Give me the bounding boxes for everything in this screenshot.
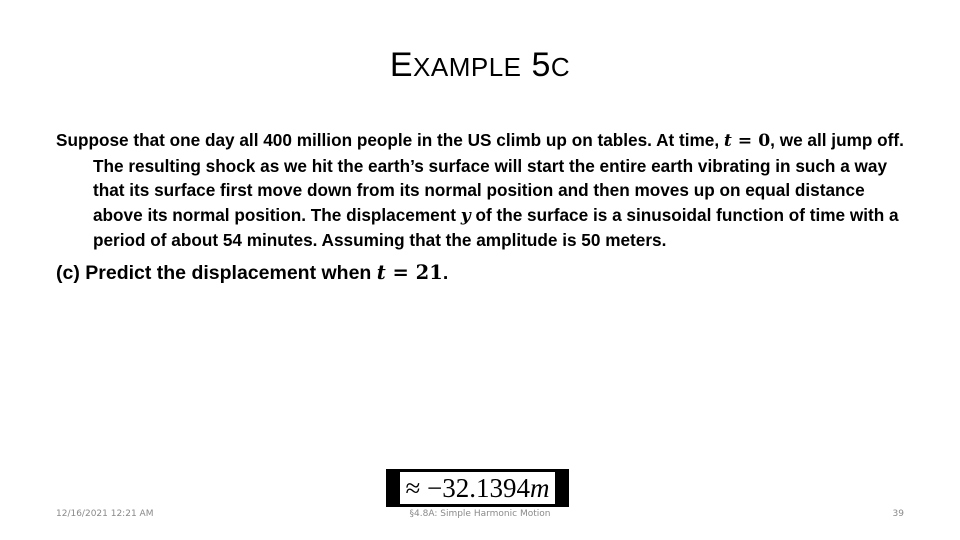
- paragraph-text-3: of the surface is a sinusoidal function of time with a period of about 54 minutes. Assuming that the amplitude is 50 meters.: [93, 204, 899, 251]
- math-t: t: [723, 131, 732, 151]
- answer-value: [400, 472, 554, 504]
- question-c: [56, 260, 906, 286]
- question-math-t: t: [376, 260, 386, 284]
- question-math-value: = 21: [385, 260, 443, 284]
- footer-date: 12/16/2021 12:21 AM: [56, 509, 154, 519]
- title-rest: XAMPLE: [413, 52, 522, 82]
- paragraph-text-1: Suppose that one day all 400 million people in the US climb up on tables. At time,: [56, 130, 724, 150]
- answer-box: [386, 469, 569, 507]
- title-first-letter: E: [389, 46, 414, 84]
- question-text: (c) Predict the displacement when: [56, 261, 377, 284]
- question-end: .: [442, 261, 449, 284]
- title-number: 5: [531, 46, 551, 84]
- answer-unit: m: [530, 473, 550, 503]
- slide-title: [0, 46, 960, 85]
- math-eq-zero: = 0: [731, 131, 771, 151]
- title-letter: C: [550, 52, 571, 82]
- problem-paragraph: [56, 128, 906, 253]
- math-y: y: [460, 205, 471, 226]
- slide-body: [56, 128, 906, 286]
- answer-number: ≈ −32.1394: [405, 473, 531, 503]
- footer-page-number: 39: [892, 509, 904, 519]
- footer-section: §4.8A: Simple Harmonic Motion: [409, 509, 551, 519]
- paragraph-text-2: , we all jump off. The resulting shock as we hit the earth’s surface will start the entire earth vibrating in such a way that its surface first move down from its normal position and then moves up on equal distance above its normal position. The displacement: [93, 130, 904, 225]
